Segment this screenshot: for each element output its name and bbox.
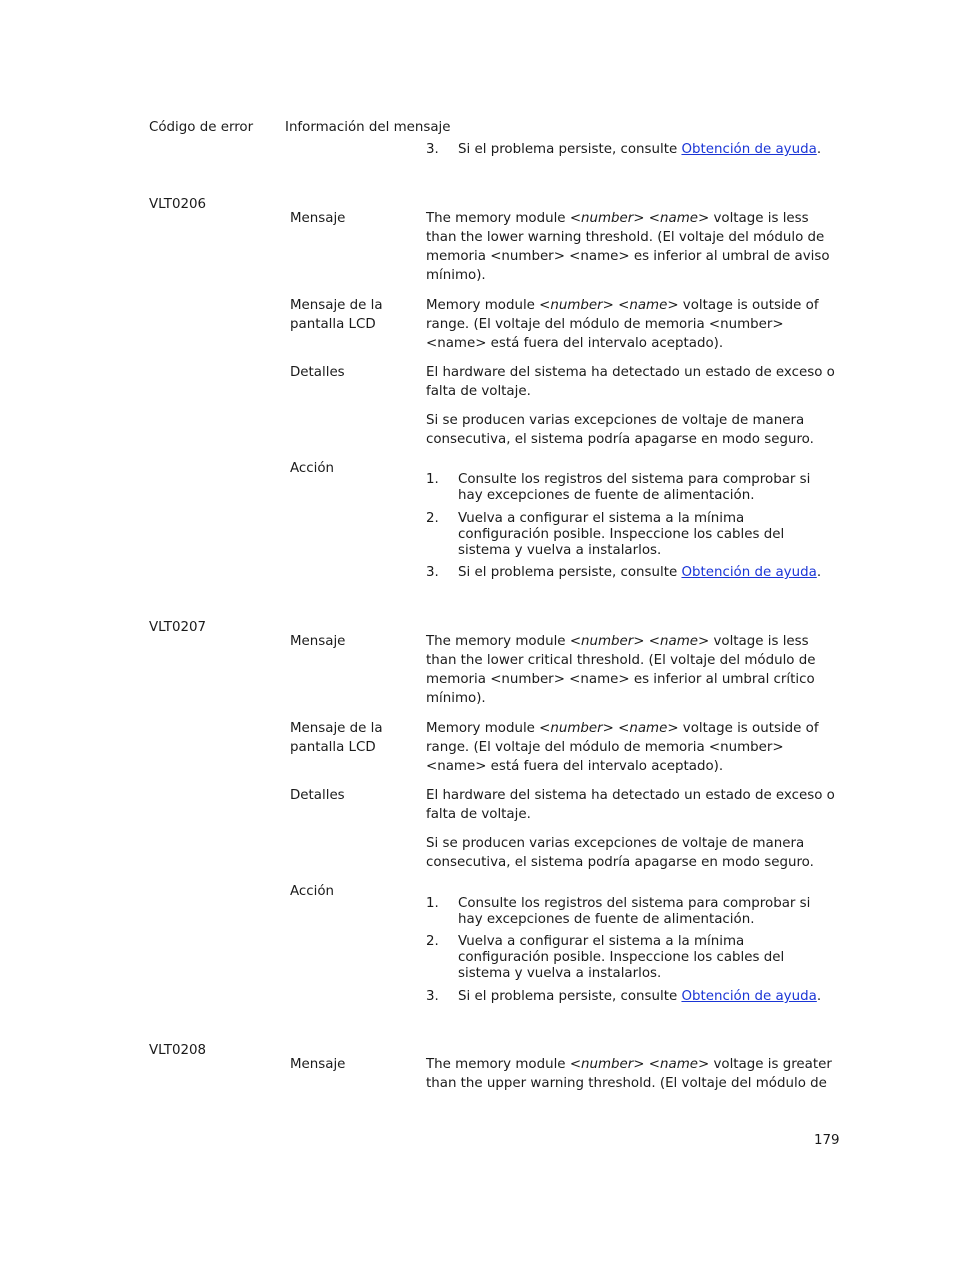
page-number: 179 (814, 1133, 840, 1148)
message-text: The memory module <number> <name> voltage is greater than the upper warning threshold. (El voltaje del módulo de (426, 1057, 832, 1091)
message-text: The memory module <number> <name> voltage is less than the lower critical threshold. (El voltaje del módulo de memoria <number> <name> es inferior al umbral crítico mínimo). (426, 634, 816, 706)
lcd-message-text: Memory module <number> <name> voltage is outside of range. (El voltaje del módulo de memoria <number> <name> está fuera del intervalo aceptado). (426, 721, 819, 774)
label-details: Detalles (290, 788, 345, 803)
lcd-message-text: Memory module <number> <name> voltage is outside of range. (El voltaje del módulo de memoria <number> <name> está fuera del intervalo aceptado). (426, 298, 819, 351)
help-link[interactable]: Obtención de ayuda (681, 142, 817, 157)
label-message: Mensaje (290, 634, 346, 649)
error-code: VLT0207 (149, 620, 207, 635)
column-header-message-info: Información del mensaje (285, 120, 451, 135)
error-code: VLT0206 (149, 197, 207, 212)
list-number: 3. (426, 142, 439, 157)
list-text: Si el problema persiste, consulte Obtención de ayuda. (458, 142, 822, 157)
label-lcd-message: Mensaje de la pantalla LCD (290, 298, 383, 332)
help-link[interactable]: Obtención de ayuda (681, 989, 817, 1004)
details-text: El hardware del sistema ha detectado un estado de exceso o falta de voltaje. (426, 788, 835, 822)
label-action: Acción (290, 461, 335, 476)
error-code: VLT0208 (149, 1043, 207, 1058)
details-text: El hardware del sistema ha detectado un estado de exceso o falta de voltaje. (426, 365, 835, 399)
label-message: Mensaje (290, 1057, 346, 1072)
label-lcd-message: Mensaje de la pantalla LCD (290, 721, 383, 755)
label-details: Detalles (290, 365, 345, 380)
label-message: Mensaje (290, 211, 346, 226)
column-header-error-code: Código de error (149, 120, 254, 135)
help-link[interactable]: Obtención de ayuda (681, 565, 817, 580)
details-text-2: Si se producen varias excepciones de voltaje de manera consecutiva, el sistema podría apagarse en modo seguro. (426, 413, 814, 447)
message-text: The memory module <number> <name> voltage is less than the lower warning threshold. (El voltaje del módulo de memoria <number> <name> es inferior al umbral de aviso mínimo). (426, 211, 830, 283)
details-text-2: Si se producen varias excepciones de voltaje de manera consecutiva, el sistema podría apagarse en modo seguro. (426, 836, 814, 870)
label-action: Acción (290, 884, 335, 899)
